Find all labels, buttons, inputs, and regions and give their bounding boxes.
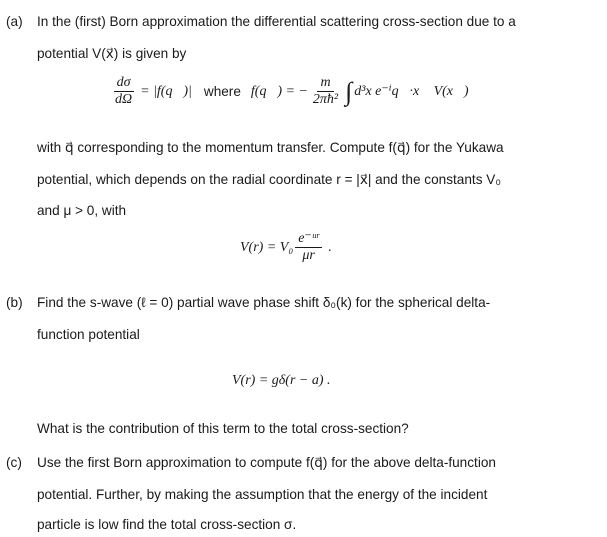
part-a-line-5: and μ > 0, with (37, 203, 127, 218)
part-c-line-2: potential. Further, by making the assumption that the energy of the incident (37, 487, 488, 502)
integrand: d³x e⁻ⁱq⃗·x⃗ V(x⃗) (354, 83, 469, 99)
part-c-label: (c) (6, 455, 22, 470)
integral-sign: ∫ (345, 76, 353, 106)
part-a-line-1: In the (first) Born approximation the differential scattering cross-section due to a (37, 14, 516, 29)
amplitude-abs: = |f(q⃗)| (140, 83, 192, 99)
delta-potential-equation: V(r) = gδ(r − a) . (232, 373, 331, 388)
part-a-label: (a) (6, 14, 23, 29)
where-word: where (203, 83, 241, 99)
part-b-question: What is the contribution of this term to the total cross-section? (37, 421, 409, 436)
yukawa-period: . (328, 239, 332, 255)
yukawa-lhs: V(r) = V₀ (240, 239, 294, 255)
dsigma-domega-fraction: $\frac{d\sigma}{d\Omega}$ (115, 75, 133, 107)
part-b-line-1: Find the s-wave (ℓ = 0) partial wave phase shift δ₀(k) for the spherical delta- (37, 295, 491, 310)
part-a-line-4: potential, which depends on the radial coordinate r = |x⃗| and the constants V₀ (37, 172, 501, 187)
part-a-line-3: with q⃗ corresponding to the momentum transfer. Compute f(q⃗) for the Yukawa (37, 140, 504, 155)
part-c-line-1: Use the first Born approximation to compute f(q⃗) for the above delta-function (37, 455, 496, 470)
amplitude-definition: f(q⃗) = − (250, 83, 308, 99)
cross-section-equation (110, 76, 469, 107)
prefactor-fraction: $\frac{m}{\text{2πħ²}}$ (312, 75, 339, 107)
part-a-line-2: potential V(x⃗) is given by (37, 46, 187, 61)
part-b-line-2: function potential (37, 327, 140, 342)
yukawa-fraction: $\frac{\text{e⁻ᵘʳ}}{\mu r}$ (295, 232, 322, 263)
part-c-line-3: particle is low find the total cross-section σ. (37, 517, 297, 532)
yukawa-equation (240, 232, 332, 263)
part-b-label: (b) (6, 295, 23, 310)
